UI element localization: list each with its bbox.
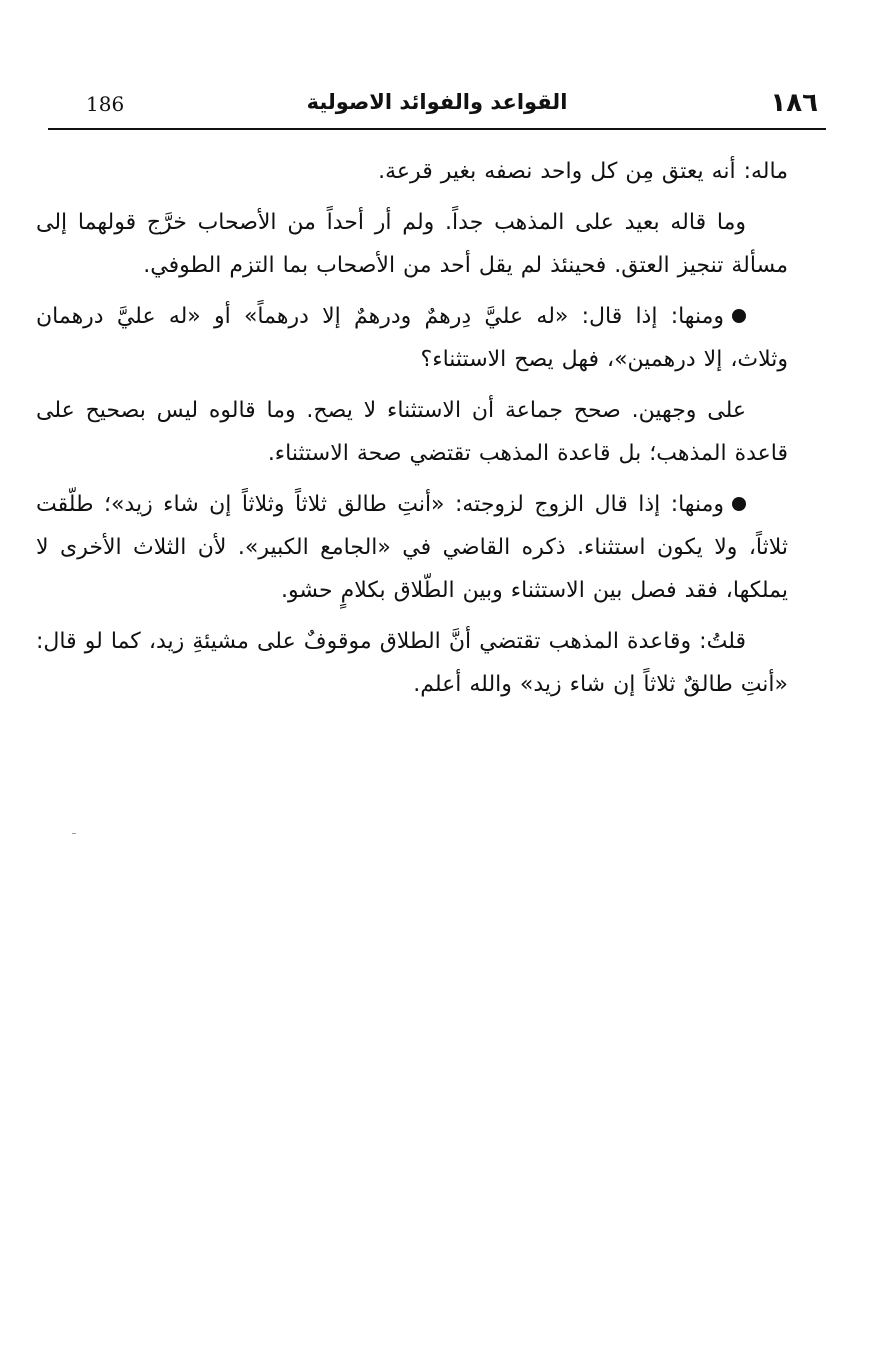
bullet-paragraph — [36, 483, 788, 612]
paragraph-text: ماله: أنه يعتق مِن كل واحد نصفه بغير قرعة. — [378, 159, 788, 184]
bullet-icon — [732, 309, 746, 323]
paragraph — [36, 201, 788, 287]
paragraph-text: قلتُ: وقاعدة المذهب تقتضي أنَّ الطلاق موقوفٌ على مشيئةِ زيد، كما لو قال: «أنتِ طالقٌ ثلاثاً إن شاء زيد» والله أعلم. — [36, 629, 788, 697]
scan-speck — [72, 833, 76, 834]
book-title: القواعد والفوائد الاصولية — [306, 90, 568, 114]
header-divider — [48, 128, 826, 130]
bullet-icon — [732, 497, 746, 511]
paragraph — [36, 620, 788, 706]
page-number-arabic: ١٨٦ — [770, 88, 818, 118]
paragraph-text: وما قاله بعيد على المذهب جداً. ولم أر أحداً من الأصحاب خرَّج قولهما إلى مسألة تنجيز العتق. فحينئذ لم يقل أحد من الأصحاب بما التزم الطوفي. — [36, 210, 788, 278]
page-number-latin: 186 — [86, 92, 125, 116]
paragraph-text: ومنها: إذا قال: «له عليَّ دِرهمٌ ودرهمٌ إلا درهماً» أو «له عليَّ درهمان وثلاث، إلا درهمين»، فهل يصح الاستثناء؟ — [36, 304, 788, 372]
body-text — [36, 150, 788, 714]
paragraph — [36, 389, 788, 475]
paragraph-text: ومنها: إذا قال الزوج لزوجته: «أنتِ طالق ثلاثاً وثلاثاً إن شاء زيد»؛ طلّقت ثلاثاً، ولا يكون استثناء. ذكره القاضي في «الجامع الكبير». لأن الثلاث الأخرى لا يملكها، فقد فصل بين الاستثناء وبين الطّلاق بكلامٍ حشو. — [36, 492, 788, 603]
paragraph-text: على وجهين. صحح جماعة أن الاستثناء لا يصح. وما قالوه ليس بصحيح على قاعدة المذهب؛ بل قاعدة المذهب تقتضي صحة الاستثناء. — [36, 398, 788, 466]
bullet-paragraph — [36, 295, 788, 381]
running-header — [48, 86, 826, 126]
paragraph-continuation — [36, 150, 788, 193]
